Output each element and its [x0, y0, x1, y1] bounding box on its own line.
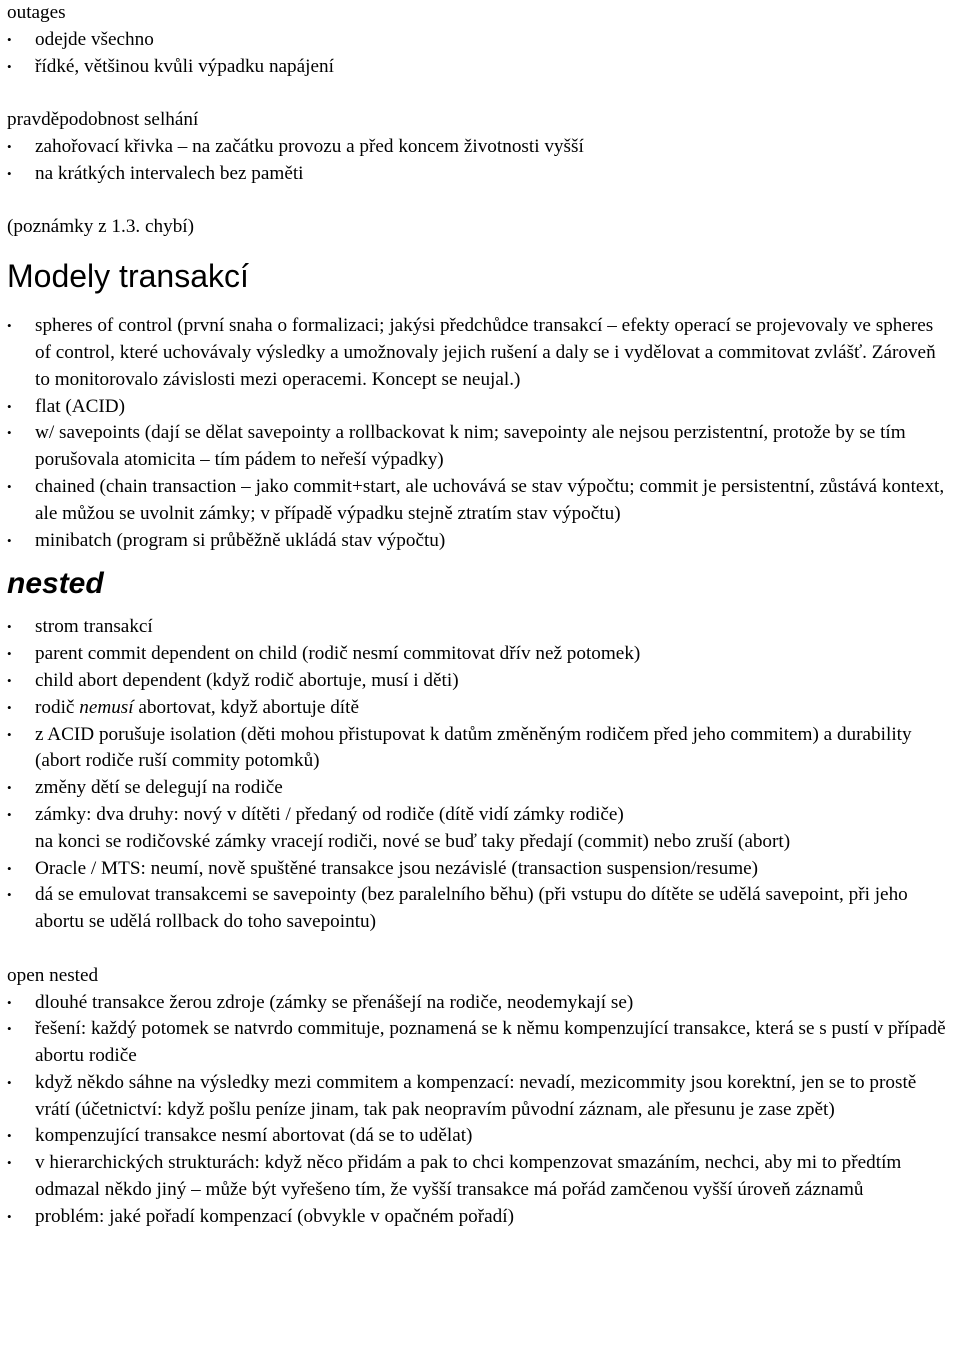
notes-missing-text: (poznámky z 1.3. chybí): [7, 216, 195, 238]
list-item: • spheres of control (první snaha o formalizaci; jakýsi předchůdce transakcí – efekty operací se projevovaly ve spheres of control, které uchovávaly výsledky a umožnovaly jejich rušení a daly se i vydělovat a commitovat zvlášť. Zároveň to monitorovalo závislosti mezi operacemi. Koncept se neujal.): [7, 313, 954, 393]
list-item: • w/ savepoints (dají se dělat savepointy a rollbackovat k nim; savepointy ale nejsou perzistentní, protože by se tím porušovala atomicita – tím pádem to neřeší výpadky): [7, 420, 954, 474]
open-nested-list: [7, 990, 954, 1231]
list-item: • child abort dependent (když rodič abortuje, musí i děti): [7, 668, 954, 695]
list-item: • problém: jaké pořadí kompenzací (obvykle v opačném pořadí): [7, 1204, 954, 1231]
list-item: • z ACID porušuje isolation (děti mohou přistupovat k datům změněným rodičem před jeho commitem) a durability (abort rodiče ruší commity potomků): [7, 722, 954, 776]
open-nested-heading: open nested: [7, 964, 99, 986]
list-item: • změny dětí se delegují na rodiče: [7, 775, 954, 802]
models-title: Modely transakcí: [7, 258, 249, 295]
nested-list: [7, 614, 954, 936]
text-fragment: rodič: [35, 696, 80, 718]
spacer: [7, 936, 954, 963]
list-item: • dá se emulovat transakcemi se savepointy (bez paralelního běhu) (při vstupu do dítěte se udělá savepoint, při jeho abortu se udělá rollback do toho savepointu): [7, 882, 954, 936]
list-item-continuation: na konci se rodičovské zámky vracejí rodiči, nové se buď taky předají (commit) nebo zruší (abort): [35, 830, 791, 852]
list-item: • strom transakcí: [7, 614, 954, 641]
outages-heading: outages: [7, 2, 66, 23]
list-item: • flat (ACID): [7, 394, 954, 421]
models-list: [7, 313, 954, 554]
list-item: • chained (chain transaction – jako commit+start, ale uchovává se stav výpočtu; commit je persistentní, zůstává kontext, ale můžou se uvolnit zámky; v případě výpadku stejně ztratím stav výpočtu): [7, 474, 954, 528]
list-item-rodic: [7, 695, 954, 722]
list-item: • zámky: dva druhy: nový v dítěti / předaný od rodiče (dítě vidí zámky rodiče): [7, 802, 954, 829]
list-item: • parent commit dependent on child (rodič nesmí commitovat dřív než potomek): [7, 641, 954, 668]
nested-title: nested: [7, 567, 104, 601]
probability-list: [7, 134, 954, 188]
list-item: • v hierarchických strukturách: když něco přidám a pak to chci kompenzovat smazáním, nechci, aby mi to předtím odmazal někdo jiný – může být vyřešeno tím, že vyšší transakce má pořád zamčenou vyšší úroveň záznamů: [7, 1150, 954, 1204]
spacer: [7, 80, 954, 107]
list-item: • když někdo sáhne na výsledky mezi commitem a kompenzací: nevadí, mezicommity jsou korektní, jen se to prostě vrátí (účetnictví: když pošlu peníze jinam, tak pak neopravím původní záznam, ale přesunu je zase zpět): [7, 1070, 954, 1124]
list-item: • kompenzující transakce nesmí abortovat (dá se to udělat): [7, 1123, 954, 1150]
outages-list: [7, 27, 954, 81]
list-item: • dlouhé transakce žerou zdroje (zámky se přenášejí na rodiče, neodemykají se): [7, 990, 954, 1017]
list-item: • řídké, většinou kvůli výpadku napájení: [7, 54, 954, 81]
list-item: • na krátkých intervalech bez paměti: [7, 161, 954, 188]
list-item: • minibatch (program si průběžně ukládá stav výpočtu): [7, 528, 954, 555]
emphasis-text: nemusí: [79, 696, 134, 718]
list-item: • Oracle / MTS: neumí, nově spuštěné transakce jsou nezávislé (transaction suspension/resume): [7, 856, 954, 883]
list-item: • řešení: každý potomek se natvrdo commituje, poznamená se k němu kompenzující transakce, která se s pustí v případě abortu rodiče: [7, 1016, 954, 1070]
spacer: [7, 188, 954, 215]
list-item: • zahořovací křivka – na začátku provozu a před koncem životnosti vyšší: [7, 134, 954, 161]
text-fragment: abortovat, když abortuje dítě: [133, 696, 359, 718]
list-item: • odejde všechno: [7, 27, 954, 54]
probability-heading: pravděpodobnost selhání: [7, 109, 199, 131]
